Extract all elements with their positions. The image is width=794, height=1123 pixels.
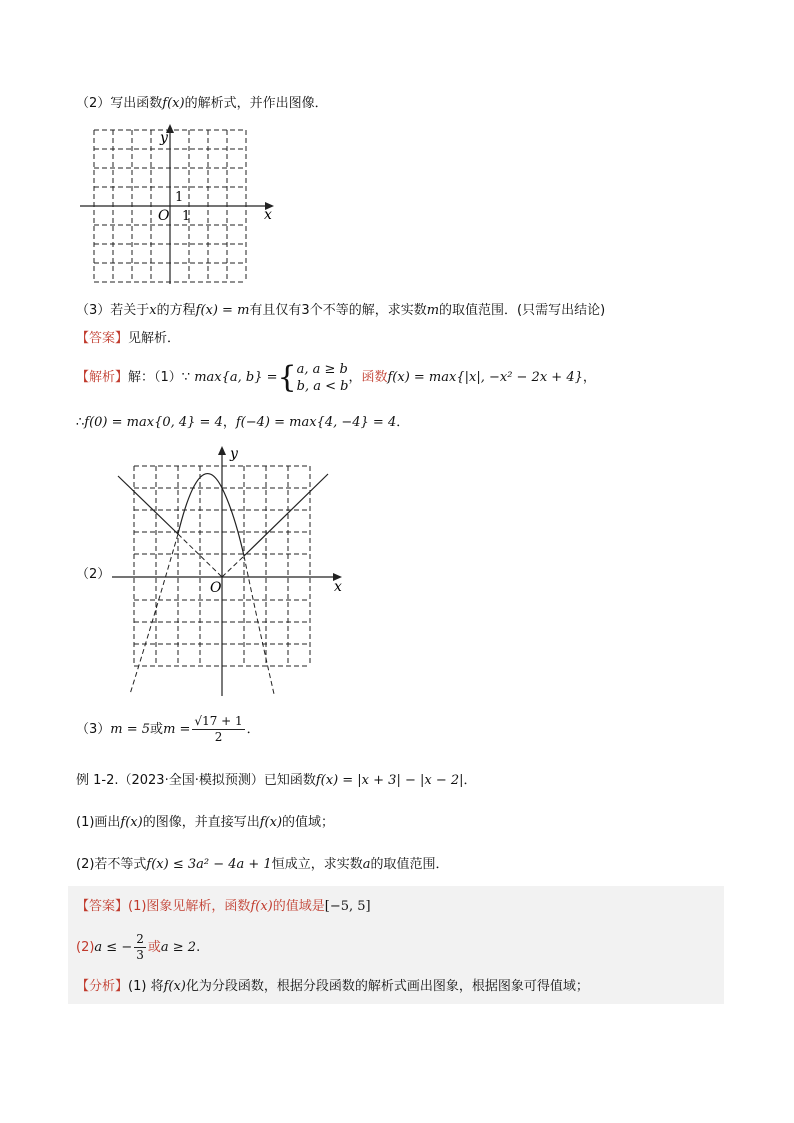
cases-brace: { <box>277 359 297 395</box>
analysis-2: 【分析】(1) 将f(x)化为分段函数，根据分段函数的解析式画出图象，根据图象可得值域； <box>76 979 589 994</box>
question-2: （2）写出函数f(x)的解析式，并作出图像． <box>76 96 328 111</box>
analysis-1: 【解析】解：（1）∵ max{a, b} ={ a, a ≥ b b, a < b ，函数f(x) = max{|x|, −x² − 2x + 4}， <box>76 359 596 395</box>
x-unit-label: 1 <box>182 209 191 224</box>
y-axis-label: y <box>230 446 238 462</box>
abs-x-right-dashed <box>222 556 244 577</box>
function-graph <box>108 444 348 698</box>
origin-label: O <box>210 580 222 596</box>
y-axis-label: y <box>160 130 168 146</box>
parabola-solid <box>178 474 244 556</box>
example-question-1: (1)画出f(x)的图像，并直接写出f(x)的值域； <box>76 815 335 830</box>
x-axis-label: x <box>334 579 342 595</box>
origin-label: O <box>158 208 170 224</box>
therefore-line: ∴f(0) = max{0, 4} = 4，f(−4) = max{4, −4} = 4． <box>76 415 410 430</box>
answer-2-line-2: (2)a ≤ − $\frac{2}{3}$ 或a ≥ 2. <box>76 932 201 962</box>
answer-1: 【答案】见解析． <box>76 331 181 346</box>
fraction: $\frac{2}{3}$ <box>136 932 144 962</box>
example-title: 例 1-2.（2023·全国·模拟预测）已知函数f(x) = |x + 3| − |x − 2|． <box>76 773 477 788</box>
abs-x-right-solid <box>244 474 328 556</box>
parabola-left-dashed <box>130 534 178 694</box>
y-axis-arrow <box>218 446 226 455</box>
y-unit-label: 1 <box>175 190 184 205</box>
x-axis-label: x <box>264 207 272 223</box>
abs-x-left-solid <box>118 476 178 534</box>
cases: a, a ≥ b b, a < b <box>296 361 349 394</box>
example-question-2: (2)若不等式f(x) ≤ 3a² − 4a + 1恒成立，求实数a的取值范围． <box>76 857 449 872</box>
answer-tag: 【答案】 <box>76 331 129 346</box>
part-2-label: （2） <box>76 567 111 582</box>
blank-coordinate-grid <box>78 124 278 286</box>
analysis-tag: 【解析】 <box>76 370 129 385</box>
answer-2-line-1: 【答案】(1)图象见解析，函数f(x)的值域是[−5, 5] <box>76 899 371 914</box>
fraction: $\frac{√17 + 1}{2}$ <box>194 714 243 744</box>
question-3: （3）若关于x的方程f(x) = m有且仅有3个不等的解，求实数m的取值范围．(只需写出结论) <box>76 303 606 318</box>
part-3-answer: （3）m = 5或m = $\frac{√17 + 1}{2}$ ． <box>76 714 260 744</box>
